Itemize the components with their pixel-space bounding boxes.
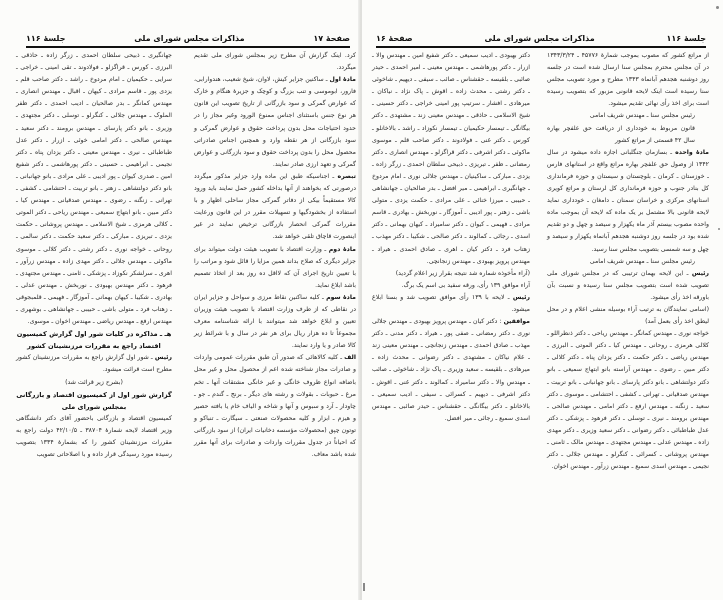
article-label: مادهٔ دوم bbox=[328, 245, 356, 253]
article-label: الف bbox=[344, 354, 356, 362]
speech-paragraph: رئیس ـ این لایحه بهمان ترتیبی که در مجلس شورای ملی تصویب شده است بتصویب مجلس سنا رسیده و نسبت بآن باورقه اخذ رأی میشود. bbox=[547, 269, 709, 301]
article-label: مادهٔ اول bbox=[329, 76, 356, 84]
article-paragraph: مادهٔ واحده ـ بسازمان جنگلبانی اجازه داده میشود در سال ۱۳۴۲ از وصول حق علفچر بهاره مراتع واقع در استانهای فارس ـ خوزستان ـ کرمان ـ بلوچستان و سیستان و حوزه فرمانداری کل بنادر جنوب و حوزه فرمانداری کل لرستان و مراتع کویری استانهای مرکزی و خراسان سمنان ـ دامغان ـ خودداری نماید لایحه قانونی بالا مشتمل بر یک ماده که لایحه آن بموجب ماده واحده مصوب بیستم آذر ماه یکهزار و سیصد و چهل و دو تقدیم شده بود در جلسه روز دوشنبه هجدهم آبانماه یکهزار و سیصد و چهل و سه شمسی بتصویب مجلس سنا رسید. bbox=[547, 148, 709, 253]
article-label: تبصره bbox=[337, 172, 356, 180]
signature: رئیس مجلس سنا ـ مهندس شریف امامی bbox=[589, 257, 695, 265]
note: (اسامی نمایندگان به ترتیب آراء بوسیله منشی اعلام و در محل لیطق اخذ رأی بعمل آمد) bbox=[547, 305, 709, 326]
signature: رئیس مجلس سنا ـ مهندس شریف امامی bbox=[589, 112, 695, 120]
law-title: قانون مربوط به خودداری از دریافت حق علفچر بهاره سال ۴۲ قسمتی از مراتع کشور bbox=[547, 124, 695, 144]
article-paragraph: الف ـ کلیه کالاهائی که صدور آن طبق مقررات عمومی واردات و صادرات مجاز شناخته شده اعم از محصول محل و غیر محل باضافه انواع ظروف خانگی و غیر خانگی مشتقات آنها ـ تخم مرغ ـ حبوبات ـ بقولات و رشته های دیگر ـ برنج ـ گندم ـ جو ـ چاودار ـ آرد و سبوس و آنها و شاخه و الیاف خام یا بافته حصیر و هیزم ـ ابزار و کلیه محصولات صنعتی ـ سیگارت ـ تنباکو و توتون چپق (محصولات مؤسسه دخانیات ایران) از سود بازرگانی که احیاناً در جدول مقررات واردات و صادرات برای آنها مقرر شده باشد معاف. bbox=[194, 354, 356, 459]
article-paragraph: مادهٔ دوم ـ وزارت اقتصاد با تصویب هیئت دولت میتواند برای جزایر دیگری که صلاح بداند همین مزایا را قائل شود و مراتب را با تعیین تاریخ اجرای آن که لااقل ده روز بعد از اتخاذ تصمیم باشد ابلاغ نماید. bbox=[194, 245, 356, 289]
paragraph: کرد. اینک گزارش آن مطرح زیر بمجلس شورای ملی تقدیم میگردد. bbox=[194, 52, 356, 72]
header-rule bbox=[26, 46, 350, 48]
speaker-label: رئیس bbox=[154, 354, 172, 362]
paragraph: کمیسیون اقتصاد و بازرگانی باحضور آقای دکتر دانشگاهی وزیر اقتصاد لایحه شمارهٔ ۳۸۷۰۴ ـ ۴۲/۱۰/۵ دولت راجع به مقررات مرزنشینان کشور را که بشمارهٔ ۱۳۳۴ بتصویب رسیده مورد رسیدگی قرار داده و با اصلاحاتی تصویب bbox=[16, 414, 172, 459]
scan-speck bbox=[716, 6, 719, 9]
scan-speck bbox=[718, 228, 720, 230]
speech-paragraph: رئیس ـ لایحه با ۱۳۹ رأی موافق تصویب شد و بسنا ابلاغ میشود. bbox=[372, 293, 530, 313]
article-label: مادهٔ سوم bbox=[326, 293, 357, 301]
speech-paragraph: موافقین : دکتر کیان ـ مهندس پرویز بهبودی ـ مهندس جلالی نوری ـ دکتر رمضانی ـ صفی پور ـ هیراد ـ دکتر مدنی ـ دکتر مهذب ـ صادق احمدی ـ مهندس زنجانچی ـ مهندس معینی زند ـ غلام نیاکان ـ مشتهدی ـ دکتر رضوانی ـ محدث زاده ـ میرهادی ـ بلقیسه ـ سعید وزیری ـ پاک نژاد ـ شاخوئی ـ صائب ـ مهندس والا ـ دکتر سامیراد ـ کمالوند ـ دکتر غنی ـ اقوش ـ دکتر اشرفی ـ دیهیم ـ کسرائی ـ سیفی ـ ادیب سمیعی ـ بالاخانلو ـ دکتر بیگانگی ـ حقشناس ـ حیدر صائبی ـ مهندس اسدی سمیع ـ رجائی ـ میر افضل. bbox=[372, 318, 530, 422]
left-page-right-column bbox=[194, 50, 356, 461]
article-paragraph: مادهٔ اول ـ ساکنین جزایر کیش، لاوان، شیخ شعیب، هندوارابی، فارور، ابوموسی و تنب بزرگ و کوچک و جزیرهٔ هنگام و خارک که عوارض گمرکی و سود بازرگانی از تاریخ تصویب این قانون هر نوع جنس باستثنای اجناس ممنوع الورود وغیر مجاز را در حدود احتیاجات محل بدون پرداخت حقوق و عوارض گمرکی و سود بازرگانی از هر نقطه وارد و همچنین اجناس صادراتی محصول محل را بدون پرداخت حقوق و سود بازرگانی و عوارض گمرکی و تعهد ارزی صادر نمایند. bbox=[194, 76, 356, 168]
paragraph: خواجه نوری ـ مهندس کمانگر ـ مهندس ریاحی ـ دکتر ذنطراللو ـ کلالی هرمزی ـ روحانی ـ مهندس کیا ـ دکتر الموتی ـ البرزی ـ مهندس ریاضی ـ دکتر حکمت ـ دکتر یزدان پناه ـ دکتر کلالی ـ دکتر مبین ـ رضوی ـ مهندس آراسته بانو ابتهاج سمیعی ـ بانو دکتر دولتشاهی ـ بانو دکتر پارسای ـ بانو جهانبانی ـ بانو تربیت ـ مهندس صدقیانی ـ تهرانی ـ کشفی ـ احتشامی ـ موسوی ـ دکتر سعید ـ زنگنه ـ مهندس ارفع ـ دکتر امامی ـ مهندس صالحی ـ مهندس برومند ـ نیری ـ توسلی ـ دکتر فرهود ـ پزشکی ـ دکتر عدل طباطبائی ـ دکتر رضوانی ـ دکتر سعید وزیری ـ دکتر مهدی زاده ـ مهندس عدلی ـ مهندس مجتهدی ـ مهندس مالک ـ ثامنی ـ مهندس پروشانی ـ کسرائی ـ کنگرلو ـ مهندس جلالی ـ دکتر نجیمی ـ مهندس اسدی سمیع ـ مهندس زرآور ـ مهندس اخوان. bbox=[547, 330, 709, 471]
page-number: صفحهٔ ۱۷ bbox=[313, 33, 350, 43]
speaker-label: موافقین bbox=[503, 318, 530, 326]
right-page bbox=[362, 0, 723, 600]
running-title: مذاکرات مجلس شورای ملی bbox=[484, 33, 595, 43]
right-page-right-column bbox=[547, 50, 709, 473]
paragraph: دکتر بهبودی ـ ادیب سمیعی ـ دکتر شفیع امین ـ مهندس والا ـ ازرار ـ دکتر پورهاشمی ـ مهندس معینی ـ امیر احمدی ـ حیدر صائبی ـ بلقیسه ـ حقشناس ـ صائب ـ سیفی ـ دیهیم ـ شاخوئی ـ دکتر رشتی ـ محدث زاده ـ اقوش ـ پاک نژاد ـ نیاکان ـ میرهادی ـ افشار ـ سرتیپ پور امینی خراجی ـ دکتر حسینی ـ شیخ الاسلامی ـ حاذقی ـ مهندس معینی زند ـ مشتهدی ـ دکتر بیگانگی ـ تیمسار حکیمیان ـ تیمسار نکوزاد ـ راشد ـ بالاخانلو ـ کورس ـ دکتر غنی ـ فولادوند ـ دکتر صاحب قلم ـ موسوی ماکوئی ـ دکتر اشرفی ـ دکتر قراگزلو ـ مهندس انصاری ـ دکتر رمضانی ـ ظفر ـ تبریزی ـ ذبیحی سلطان احمدی ـ زرگر زاده ـ یزدی ـ مبارکی ـ ساکینیان ـ مهندس جلالی نوری ـ امام مردوخ ـ جهانگیری ـ ابراهیمی ـ میر افضل ـ بدر صالحیان ـ جهانشاهی ـ حبیبی ـ میرزا خنائی ـ علی مرادی ـ حکمت یزدی ـ متولی باشی ـ زهتر ـ پور ادیبی ـ آموزگار ـ نوربخش ـ بهادری ـ قاسم مرادی ـ فهیمی ـ کیوان ـ دکتر سامیراد ـ کیهان بهمانی ـ دکتر اسدی ـ رجائی ـ کمالوند ـ دکتر صالحی ـ شکیبا ـ دکتر مهذب ـ زهتاب فرد ـ دکتر کیان ـ اهری ـ صادق احمدی ـ هیراد ـ مهندس پرویز بهبودی ـ مهندس زنجانچی. bbox=[372, 52, 530, 265]
paragraph: جهانگیری ـ ذبیحی سلطان احمدی ـ زرگر زاده ـ حاذقی ـ البرزی ـ کورس ـ قراگزلو ـ فولادوند ـ تقی امینی ـ خراجی ـ سرایی ـ حکیمیان ـ امام مردوخ ـ راشد ـ دکتر صاحب قلم ـ یزدی پور ـ قاسم مرادی ـ کیهان ـ اقبال ـ مهندس انصاری ـ مهندس کمانگر ـ بدر صالحیان ـ ادیب احمدی ـ دکتر ظفر الملوک ـ مهندس جلالی ـ کنگرلو ـ توسلی ـ دکتر مجتهدی ـ وزیری ـ بانو دکتر پارسای ـ مهندس برومند ـ دکتر سعید ـ مهندس صالحی ـ دکتر امامی خوئی ـ ازرار ـ دکتر عدل طباطبائی ـ نیری ـ مهندس معینی ـ دکتر یزدان پناه ـ دکتر نجیمی ـ ابراهیمی ـ حسینی ـ دکتر پورهاشمی ـ دکتر شفیع امین ـ صدری کیوان ـ پور ادیبی ـ علی مرادی ـ بانو جهانبانی ـ بانو دکتر دولتشاهی ـ زهتر ـ بانو تربیت ـ احتشامی ـ کشفی ـ تهرانی ـ زنگنه ـ رضوی ـ مهندس صدقیانی ـ مهندس کیا ـ دکتر مبین ـ بانو ابتهاج سمیعی ـ مهندس ریاحی ـ دکتر الموتی ـ کلالی هرمزی ـ شیخ الاسلامی ـ مهندس پروشانی ـ حکمت یزدی ـ تبریزی ـ مبارکی ـ دکتر سعید حکمت ـ دکتر سالمی ـ روحانی ـ خواجه نوری ـ دکتر رشتی ـ دکتر کلالی ـ موسوی ماکوئی ـ مهندس جلالی ـ دکتر مهدی زاده ـ مهندس زرآور ـ اهری ـ سرلشکر نکوزاد ـ پزشکی ـ ثامنی ـ مهندس مجتهدی ـ فرهود ـ دکتر مهندس بهبودی ـ نوربخش ـ مهندس عدلی ـ بهادری ـ شکیبا ـ کیهان بهمانی ـ آموزگار ـ فهیمی ـ قلمبجوقی ـ زهتاب فرد ـ متولی باشی ـ حبیبی ـ جهانشاهی ـ بوشهری ـ مهندس ارفع ـ مهندس ریاضی ـ مهندس اخوان ـ موسوی. bbox=[16, 52, 172, 326]
left-page bbox=[0, 0, 360, 600]
session-number: جلسهٔ ۱۱۶ bbox=[26, 33, 66, 43]
section-heading: هـ ـ مذاکره در کلیات شور اول گزارش کمیسیون اقتصاد راجع به مقررات مرزنشینان کشور bbox=[16, 330, 172, 351]
note: (آراء مأخوذه شماره شد نتیجه بقرار زیر اعلام گردید) bbox=[395, 269, 530, 277]
scan-speck bbox=[363, 583, 365, 591]
speaker-label: رئیس bbox=[691, 269, 709, 277]
session-number: جلسهٔ ۱۱۶ bbox=[666, 33, 706, 43]
report-heading: گزارش شور اول از کمیسیون اقتصاد و بازرگانی بمجلس شورای ملی bbox=[16, 390, 172, 411]
left-page-header bbox=[26, 31, 350, 45]
vote-result: آراء موافق ۱۳۹ رأی، ورقه سفید بی اسم یک برگ. bbox=[401, 281, 530, 289]
article-paragraph: مادهٔ سوم ـ کلیه ساکنین نقاط مرزی و سواحل و جزایر ایران در نقاطی که از طرف وزارت اقتصاد با تصویب هیئت وزیران تعیین و ابلاغ خواهد شد میتوانند با ارائه شناسنامه معرف مجموعاً تا ده هزار ریال برای هر نفر در سال و با شرائط زیر کالا صادر و یا وارد نمایند. bbox=[194, 293, 357, 350]
right-page-header bbox=[376, 31, 706, 45]
header-rule bbox=[376, 46, 706, 48]
speech-paragraph: رئیس ـ شور اول گزارش راجع به مقررات مرزنشینان کشور مطرح است قرائت میشود. bbox=[16, 354, 172, 374]
article-label: مادهٔ واحده bbox=[675, 148, 709, 156]
left-page-left-column bbox=[16, 50, 172, 461]
paragraph: از مراتع کشور که مصوب بموجب شمارهٔ ۴۵۷۷۶ ـ ۱۳۴۳/۳/۲۴ در آن مجلس محترم بمجلس سنا ارسال شده است در جلسه روز دوشنبه هجدهم آبانماه ۱۳۴۳ مطرح و مورد تصویب مجلس سنا رسیده است اینک لایحه قانونی مزبور که بتصویب رسیده است برای اخذ رأی نهائی تقدیم میشود. bbox=[547, 52, 710, 108]
right-page-left-column bbox=[372, 50, 530, 425]
speaker-label: رئیس bbox=[512, 293, 530, 301]
note: (بشرح زیر قرائت شد) bbox=[65, 378, 123, 386]
running-title: مذاکرات مجلس شورای ملی bbox=[134, 33, 245, 43]
page-number: صفحهٔ ۱۶ bbox=[376, 33, 413, 43]
article-paragraph: تبصره ـ اجناسیکه طبق این ماده وارد جزایر مذکور میگردد درصورتی که بخواهند از آنها بداخله کشور حمل نمایند باید ورود کالا مستقیماً بیکی از دفاتر گمرکی مجاز ساحلی اظهار و با استفاده از بخشودگیها و تسهیلات مقرر در این قانون ورعایت مقررات گمرکی انحصار بازرگانی ترخیص نمایند در غیر اینصورت قاچاق تلقی خواهد شد. bbox=[194, 172, 356, 241]
